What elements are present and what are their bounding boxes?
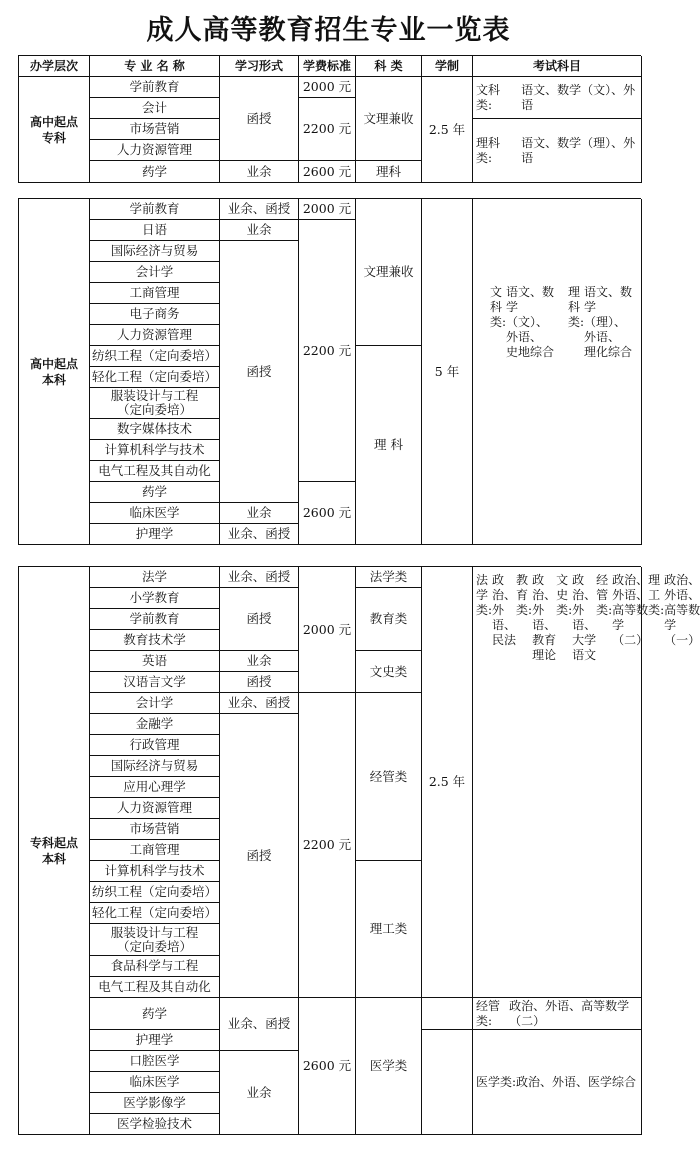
major-cell: 纺织工程（定向委培） <box>90 346 220 367</box>
exam-cell <box>473 119 642 183</box>
major-cell: 护理学 <box>90 1030 220 1051</box>
major-cell: 服装设计与工程 （定向委培） <box>90 924 220 956</box>
category-cell: 文理兼收 <box>356 77 422 161</box>
major-cell: 计算机科学与技术 <box>90 440 220 461</box>
major-cell: 人力资源管理 <box>90 140 220 161</box>
fee-cell: 2200 元 <box>299 98 356 161</box>
study-mode-cell: 业余、函授 <box>220 693 299 714</box>
exam-category-title: 文科类: <box>476 82 501 112</box>
exam-category-title: 文史类: <box>556 573 573 617</box>
study-mode-cell: 函授 <box>220 588 299 651</box>
category-cell: 法学类 <box>356 567 422 588</box>
major-cell: 学前教育 <box>90 77 220 98</box>
duration-cell-empty <box>422 998 473 1030</box>
major-cell: 食品科学与工程 <box>90 956 220 977</box>
level-cell: 专科起点 本科 <box>19 567 90 1135</box>
table-section-1 <box>18 55 641 183</box>
table-section-3 <box>18 566 700 1135</box>
major-cell: 市场营销 <box>90 119 220 140</box>
category-cell: 理工类 <box>356 861 422 998</box>
header-major: 专 业 名 称 <box>90 56 220 77</box>
header-fee: 学费标准 <box>299 56 356 77</box>
duration-cell: 2.5 年 <box>422 77 473 183</box>
exam-subjects: 政治、外语、高等数学（一） <box>664 573 700 647</box>
study-mode-cell: 业余、函授 <box>220 199 299 220</box>
major-cell: 临床医学 <box>90 503 220 524</box>
major-cell: 计算机科学与技术 <box>90 861 220 882</box>
major-cell: 工商管理 <box>90 840 220 861</box>
major-cell: 会计学 <box>90 693 220 714</box>
major-cell: 药学 <box>90 482 220 503</box>
fee-cell: 2600 元 <box>299 161 356 183</box>
exam-category-title: 教育类: <box>516 573 533 617</box>
study-mode-cell: 业余 <box>220 161 299 183</box>
major-cell: 轻化工程（定向委培） <box>90 903 220 924</box>
major-cell: 教育技术学 <box>90 630 220 651</box>
major-cell: 学前教育 <box>90 199 220 220</box>
major-cell: 汉语言文学 <box>90 672 220 693</box>
major-cell: 国际经济与贸易 <box>90 756 220 777</box>
exam-cell <box>473 199 642 545</box>
exam-category-title: 理工类: <box>648 573 665 617</box>
exam-category-title: 理科类: <box>476 135 501 165</box>
major-cell: 金融学 <box>90 714 220 735</box>
header-level: 办学层次 <box>19 56 90 77</box>
duration-cell-empty <box>422 1030 473 1135</box>
exam-subjects: 语文、数学（文）、外语、 史地综合 <box>506 285 555 359</box>
category-cell: 理 科 <box>356 346 422 545</box>
exam-category-title: 理科类: <box>568 285 585 329</box>
major-cell: 服装设计与工程 （定向委培） <box>90 388 220 419</box>
major-cell: 护理学 <box>90 524 220 545</box>
fee-cell: 2000 元 <box>299 77 356 98</box>
major-cell: 人力资源管理 <box>90 325 220 346</box>
category-cell: 理科 <box>356 161 422 183</box>
major-cell: 人力资源管理 <box>90 798 220 819</box>
major-cell: 电子商务 <box>90 304 220 325</box>
major-cell: 行政管理 <box>90 735 220 756</box>
major-cell: 临床医学 <box>90 1072 220 1093</box>
major-cell: 电气工程及其自动化 <box>90 461 220 482</box>
major-cell: 市场营销 <box>90 819 220 840</box>
exam-cell <box>473 567 700 998</box>
header-exam: 考试科目 <box>473 56 642 77</box>
fee-cell: 2600 元 <box>299 482 356 545</box>
major-cell: 会计 <box>90 98 220 119</box>
major-cell: 纺织工程（定向委培） <box>90 882 220 903</box>
category-cell: 教育类 <box>356 588 422 651</box>
duration-cell: 5 年 <box>422 199 473 545</box>
exam-category-title: 经管类: <box>596 573 613 617</box>
study-mode-cell: 业余 <box>220 220 299 241</box>
study-mode-cell: 函授 <box>220 241 299 503</box>
exam-subjects: 政治、外语、高等数学（二） <box>612 573 649 647</box>
exam-subjects: 政治、外语、教育理论 <box>532 573 557 662</box>
major-cell: 学前教育 <box>90 609 220 630</box>
category-cell: 经管类 <box>356 693 422 861</box>
exam-category-title: 文科类: <box>490 285 507 329</box>
major-cell: 数字媒体技术 <box>90 419 220 440</box>
header-duration: 学制 <box>422 56 473 77</box>
study-mode-cell: 业余、函授 <box>220 567 299 588</box>
duration-cell: 2.5 年 <box>422 567 473 998</box>
category-cell: 文理兼收 <box>356 199 422 346</box>
major-cell: 应用心理学 <box>90 777 220 798</box>
major-cell: 药学 <box>90 998 220 1030</box>
category-cell: 文史类 <box>356 651 422 693</box>
fee-cell: 2200 元 <box>299 220 356 482</box>
fee-cell: 2600 元 <box>299 998 356 1135</box>
exam-subjects: 语文、数学（理）、外语、 理化综合 <box>584 285 633 359</box>
major-cell: 日语 <box>90 220 220 241</box>
fee-cell: 2000 元 <box>299 567 356 693</box>
level-cell: 高中起点 本科 <box>19 199 90 545</box>
study-mode-cell: 业余 <box>220 651 299 672</box>
study-mode-cell: 业余、函授 <box>220 524 299 545</box>
major-cell: 电气工程及其自动化 <box>90 977 220 998</box>
major-cell: 法学 <box>90 567 220 588</box>
page-title: 成人高等教育招生专业一览表 <box>146 15 511 46</box>
study-mode-cell: 业余 <box>220 503 299 524</box>
major-cell: 医学检验技术 <box>90 1114 220 1135</box>
major-cell: 医学影像学 <box>90 1093 220 1114</box>
study-mode-cell: 函授 <box>220 77 299 161</box>
study-mode-cell: 业余 <box>220 1051 299 1135</box>
header-study-mode: 学习形式 <box>220 56 299 77</box>
major-cell: 工商管理 <box>90 283 220 304</box>
study-mode-cell: 函授 <box>220 672 299 693</box>
fee-cell: 2200 元 <box>299 693 356 998</box>
level-cell: 高中起点 专科 <box>19 77 90 183</box>
major-cell: 药学 <box>90 161 220 183</box>
exam-subjects: 政治、外语、民法 <box>492 573 517 647</box>
major-cell: 英语 <box>90 651 220 672</box>
major-cell: 小学教育 <box>90 588 220 609</box>
study-mode-cell: 函授 <box>220 714 299 998</box>
exam-category-title: 法学类: <box>476 573 493 617</box>
exam-cell <box>473 77 642 119</box>
exam-category-title: 医学类: <box>476 1074 517 1089</box>
exam-cell <box>473 1030 642 1135</box>
exam-subjects: 语文、数学（文）、外语 <box>521 82 636 112</box>
table-section-2 <box>18 198 641 545</box>
category-cell: 医学类 <box>356 998 422 1135</box>
major-cell: 国际经济与贸易 <box>90 241 220 262</box>
exam-subjects: 政治、外语、大学语文 <box>572 573 597 662</box>
major-cell: 口腔医学 <box>90 1051 220 1072</box>
exam-subjects: 政治、外语、医学综合 <box>516 1074 637 1089</box>
exam-cell <box>473 998 642 1030</box>
exam-subjects: 语文、数学（理）、外语 <box>521 135 636 165</box>
exam-category-title: 经管类: <box>476 998 501 1028</box>
exam-subjects: 政治、外语、高等数学（二） <box>509 998 630 1028</box>
major-cell: 会计学 <box>90 262 220 283</box>
fee-cell: 2000 元 <box>299 199 356 220</box>
header-category: 科 类 <box>356 56 422 77</box>
study-mode-cell: 业余、函授 <box>220 998 299 1051</box>
major-cell: 轻化工程（定向委培） <box>90 367 220 388</box>
